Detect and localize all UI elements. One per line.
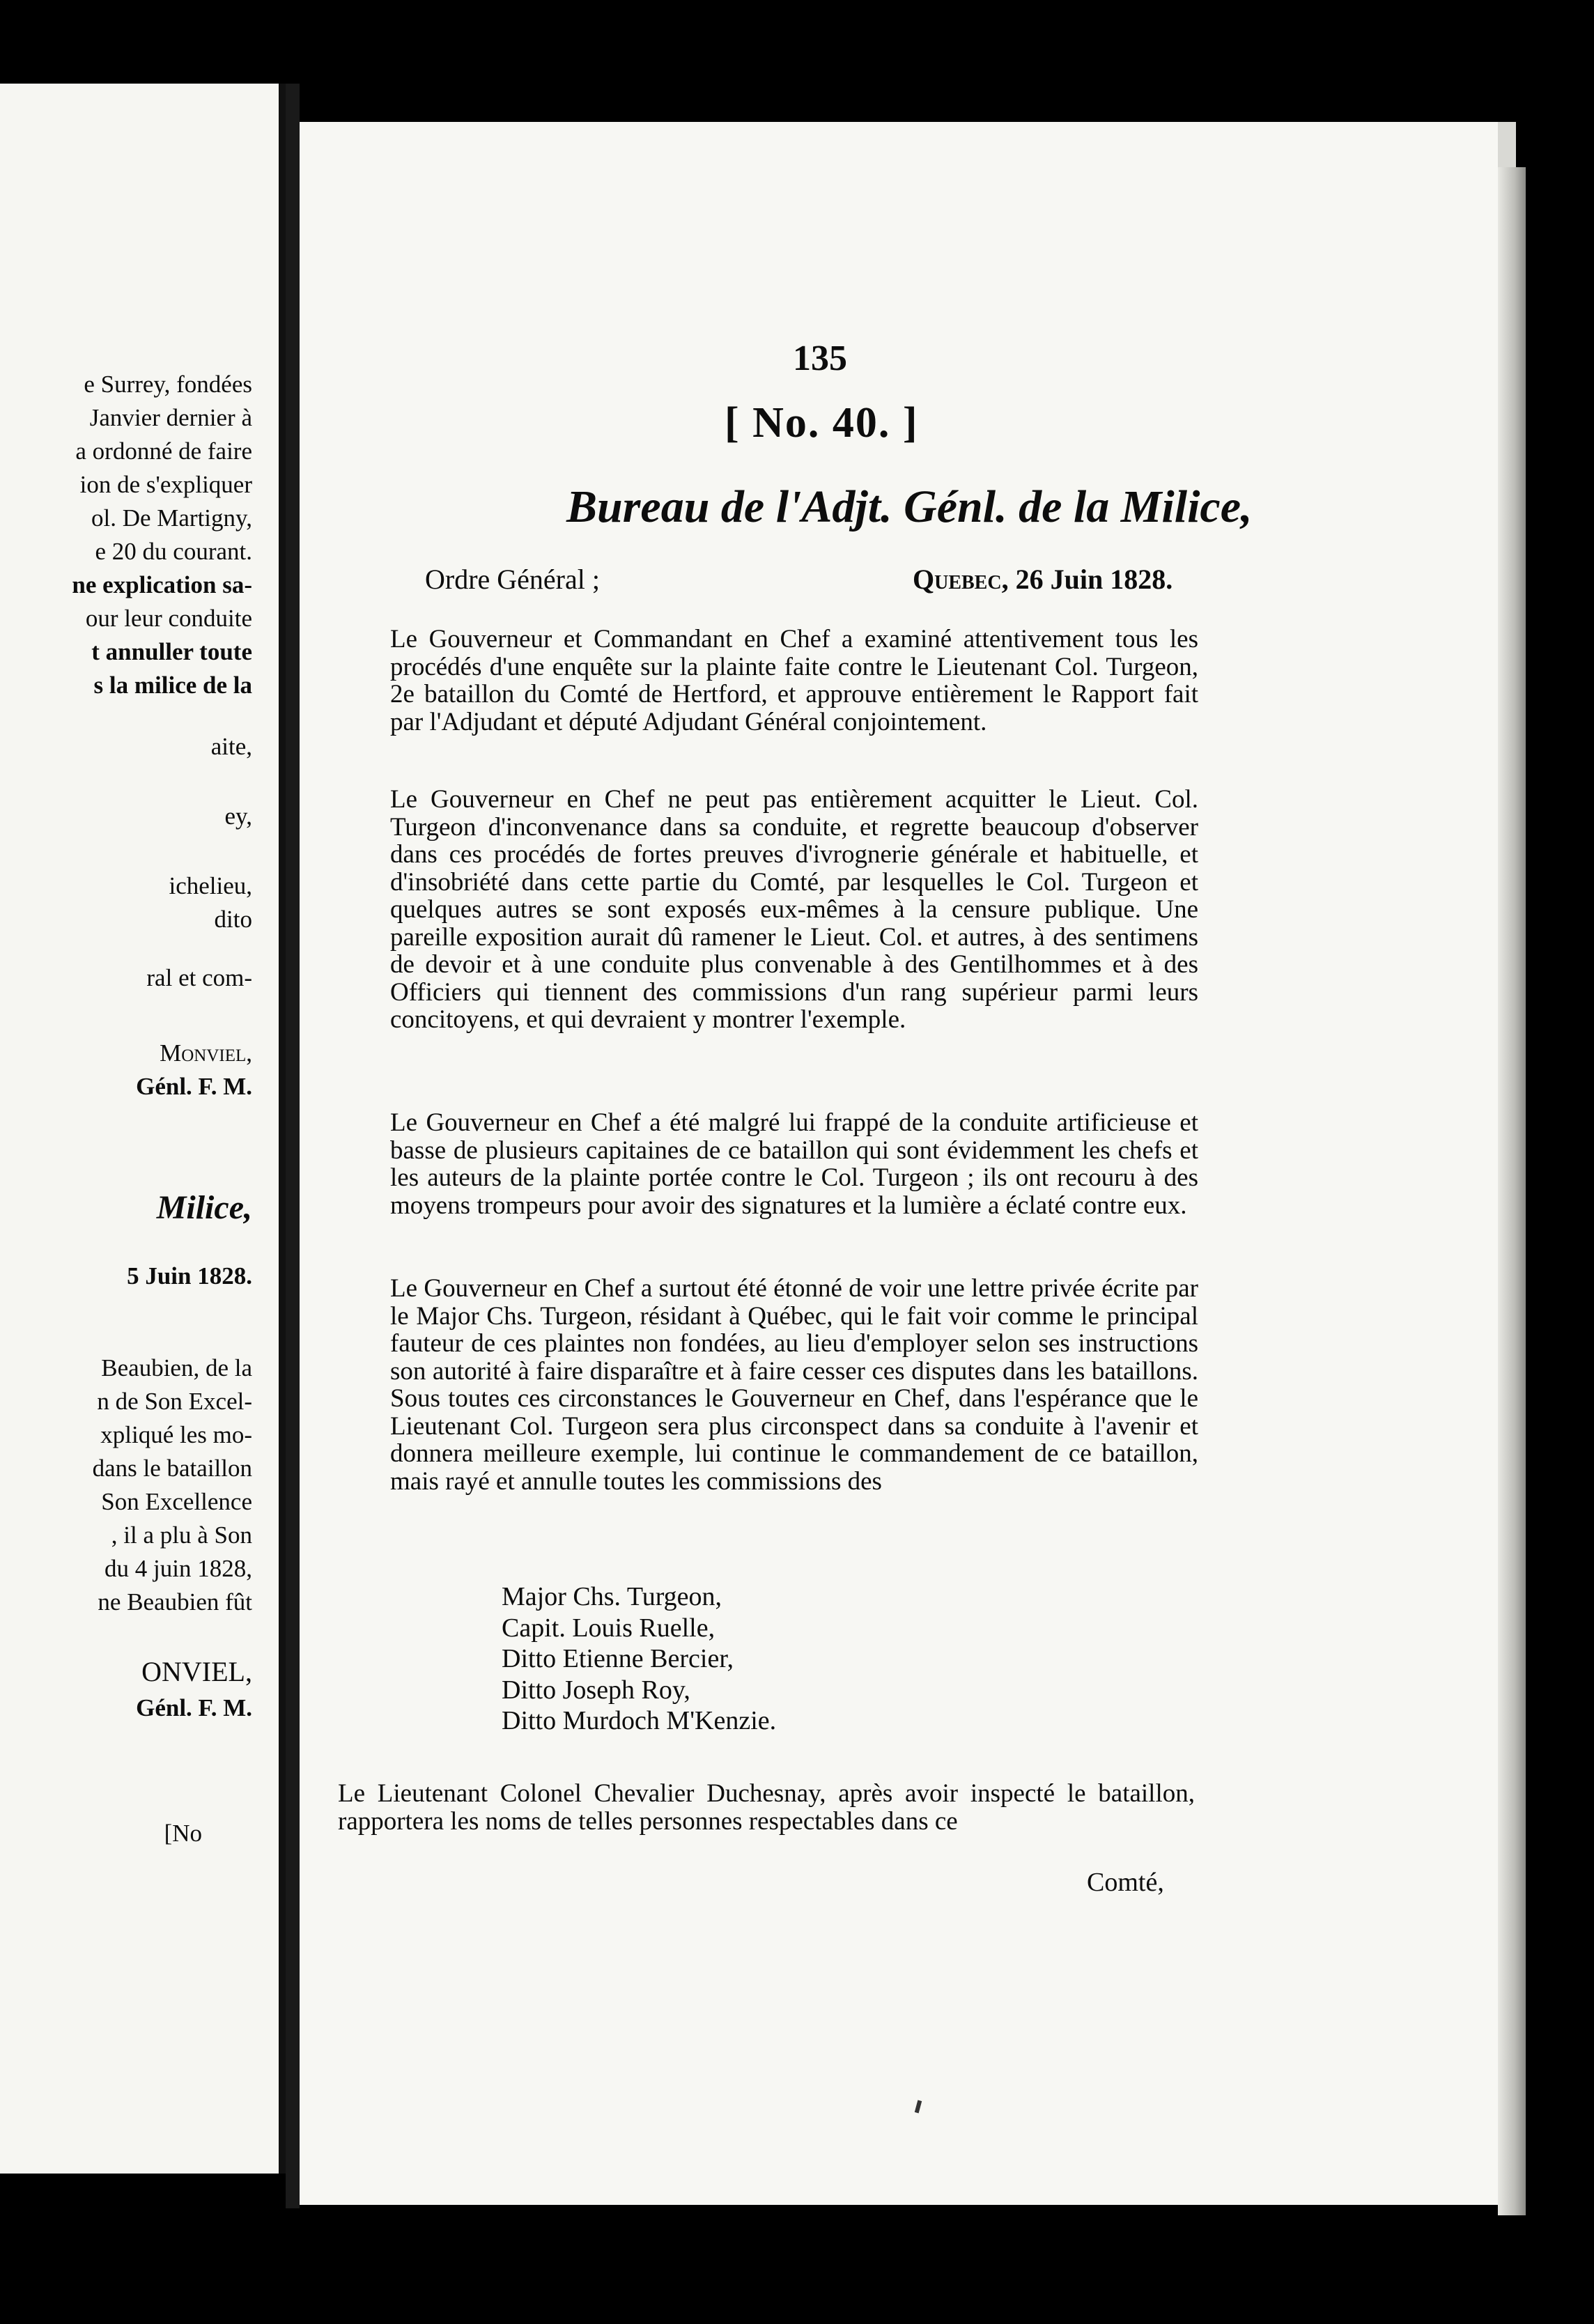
left-line: ne explication sa- <box>72 571 252 598</box>
list-item: Ditto Joseph Roy, <box>502 1675 690 1705</box>
book-gutter <box>286 84 300 2208</box>
paragraph-text: Le Gouverneur en Chef ne peut pas entièrement acquitter le Lieut. Col. Turgeon d'inconvenance dans sa conduite, et regrette beaucoup d'observer dans ces procédés de fortes preuves d'ivrognerie générale et habituelle, et d'insobriété dans cette partie du Comté, par lesquelles le Col. Turgeon et quelques autres se sont exposés eux-mêmes à la censure publique. Une pareille exposition aurait dû ramener le Lieut. Col. et autres, à des sentimens de devoir et à une conduite plus convenable à des Gentilhommes et à des Officiers qui tiennent des commissions d'un rang supérieur parmi leurs concitoyens, et qui devraient y montrer l'exemple. <box>390 785 1198 1034</box>
left-line: aite, <box>210 733 252 760</box>
closing-paragraph <box>300 1780 1195 1836</box>
order-type: Ordre Général ; <box>425 564 600 595</box>
left-line: ral et com- <box>146 964 252 991</box>
left-line: ion de s'expliquer <box>79 471 252 498</box>
place-date <box>913 563 1173 596</box>
list-item: Major Chs. Turgeon, <box>502 1582 722 1611</box>
left-line: dito <box>214 906 252 933</box>
paragraph-text: Le Gouverneur et Commandant en Chef a examiné attentivement tous les procédés d'une enquête sur la plainte faite contre le Lieutenant Col. Turgeon, 2e bataillon du Comté de Hertford, et approuve entièrement le Rapport fait par l'Adjudant et député Adjudant Général conjointement. <box>390 625 1198 736</box>
left-page <box>0 84 286 2174</box>
document-number: [ No. 40. ] <box>725 399 919 447</box>
left-line: 5 Juin 1828. <box>127 1262 252 1289</box>
left-line: Génl. F. M. <box>136 1694 252 1721</box>
list-item: Ditto Murdoch M'Kenzie. <box>502 1706 777 1735</box>
left-line: ONVIEL, <box>141 1656 252 1687</box>
paragraph-2 <box>352 786 1198 1034</box>
annulled-commissions-list <box>502 1581 776 1737</box>
page-number: 135 <box>793 339 847 378</box>
left-line: , il a plu à Son <box>111 1521 252 1549</box>
left-heading: Milice, <box>156 1189 252 1226</box>
left-line: du 4 juin 1828, <box>105 1555 252 1582</box>
paragraph-text: Le Gouverneur en Chef a surtout été étonné de voir une lettre privée écrite par le Major Chs. Turgeon, résidant à Québec, qui le fait voir comme le principal fauteur de ces plaintes non fondées, au lieu d'employer selon ses instructions son autorité à faire disparaître et à faire cesser ces disputes dans les bataillons. Sous toutes ces circonstances le Gouverneur en Chef, dans l'espérance que le Lieutenant Col. Turgeon sera plus circonspect dans sa conduite à l'avenir et donnera meilleure exemple, lui continue le commandement de ce bataillon, mais rayé et annulle toutes les commissions des <box>390 1274 1198 1496</box>
list-item: Ditto Etienne Bercier, <box>502 1644 734 1673</box>
left-line: ey, <box>224 803 252 830</box>
left-line: ne Beaubien fût <box>98 1588 252 1616</box>
left-line: n de Son Excel- <box>97 1388 252 1415</box>
paragraph-text: Le Gouverneur en Chef a été malgré lui frappé de la conduite artificieuse et basse de plusieurs capitaines de ce bataillon qui sont évidemment les chefs et les auteurs de la plainte portée contre le Col. Turgeon ; ils ont recouru à des moyens trompeurs pour avoir des signatures et la lumière a éclaté contre eux. <box>390 1108 1198 1220</box>
left-line: ol. De Martigny, <box>91 504 252 532</box>
page-heading: Bureau de l'Adjt. Génl. de la Milice, <box>566 481 1253 532</box>
paragraph-4 <box>352 1275 1198 1495</box>
left-line: e Surrey, fondées <box>84 371 252 398</box>
left-catchword: [No <box>164 1820 202 1847</box>
left-line: Génl. F. M. <box>136 1073 252 1100</box>
left-line: ichelieu, <box>169 872 252 899</box>
left-line: t annuller toute <box>91 638 252 665</box>
page-edge <box>1498 167 1526 2215</box>
left-line: Monviel, <box>160 1039 252 1067</box>
list-item: Capit. Louis Ruelle, <box>502 1613 715 1643</box>
left-line: xpliqué les mo- <box>100 1421 252 1448</box>
left-line: dans le bataillon <box>92 1455 252 1482</box>
place: Quebec, <box>913 564 1009 595</box>
left-line: a ordonné de faire <box>75 437 252 465</box>
paragraph-text: Le Lieutenant Colonel Chevalier Duchesnay, après avoir inspecté le bataillon, rapportera les noms de telles personnes respectables dans ce <box>338 1779 1195 1836</box>
left-line: Janvier dernier à <box>89 404 252 431</box>
date: 26 Juin 1828. <box>1015 564 1173 595</box>
paragraph-1 <box>352 626 1198 736</box>
left-line: Son Excellence <box>101 1488 252 1515</box>
catchword: Comté, <box>1087 1868 1164 1897</box>
left-line: our leur conduite <box>85 605 252 632</box>
left-line: Beaubien, de la <box>101 1354 252 1381</box>
paragraph-3 <box>352 1109 1198 1219</box>
left-line: e 20 du courant. <box>95 538 252 565</box>
left-line: s la milice de la <box>93 672 252 699</box>
